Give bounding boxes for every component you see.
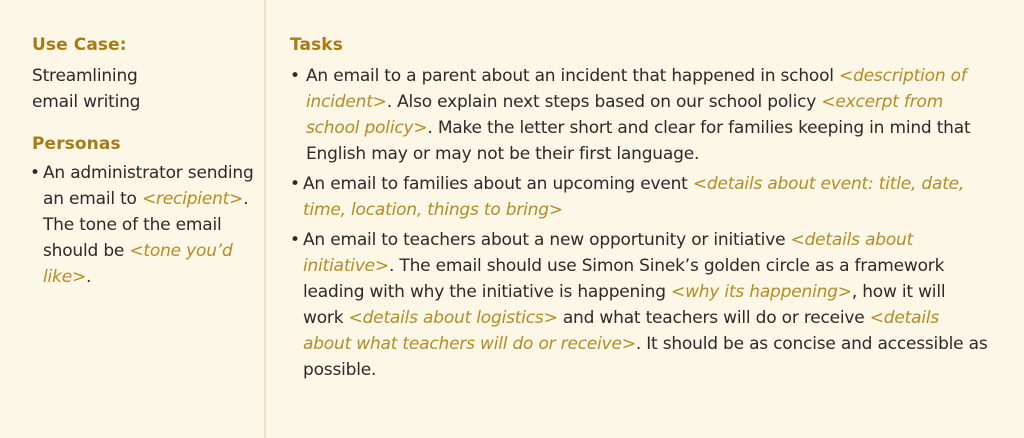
placeholder: <details about logistics> — [348, 308, 558, 328]
personas-heading: Personas — [32, 134, 121, 154]
placeholder: <excerpt from school policy> — [306, 92, 944, 138]
placeholder: <description of incident> — [306, 66, 967, 112]
tasks-heading: Tasks — [290, 35, 343, 55]
placeholder: <why its happening> — [671, 282, 852, 302]
task-item: • An email to teachers about a new opportunity or initiative <details about initiative>. The email should use Simon Sinek’s golden circle as a framework leading with why the initiative is happening <why its happening>, how it will work <details about logistics> and what teachers will do or receive <details about what teachers will do or receive>. It should be as concise and accessible as possible. — [290, 227, 990, 383]
placeholder: <recipient> — [141, 189, 244, 209]
bullet-icon: • — [290, 230, 300, 250]
placeholder: <tone you’d like> — [43, 241, 233, 287]
placeholder: <details about initiative> — [303, 230, 914, 276]
bullet-icon: • — [30, 163, 40, 183]
persona-item: • An administrator sending an email to <recipient>. The tone of the email should be <tone you’d like>. — [30, 160, 258, 290]
task-item: • An email to a parent about an incident that happened in school <description of incident>. Also explain next steps based on our school policy <excerpt from school policy>. Make the letter short and clear for families keeping in mind that English may or may not be their first language. — [290, 63, 990, 167]
use-case-heading: Use Case: — [32, 35, 127, 55]
task-item: • An email to families about an upcoming event <details about event: title, date, time, location, things to bring> — [290, 171, 990, 223]
placeholder: <details about what teachers will do or receive> — [303, 308, 940, 354]
bullet-icon: • — [290, 66, 300, 86]
task-list — [290, 63, 990, 387]
persona-list — [30, 160, 258, 294]
bullet-icon: • — [290, 174, 300, 194]
use-case-text-line1: Streamlining — [32, 66, 138, 86]
use-case-text — [32, 63, 252, 115]
use-case-text-line2: email writing — [32, 92, 141, 112]
placeholder: <details about event: title, date, time, location, things to bring> — [303, 174, 965, 220]
